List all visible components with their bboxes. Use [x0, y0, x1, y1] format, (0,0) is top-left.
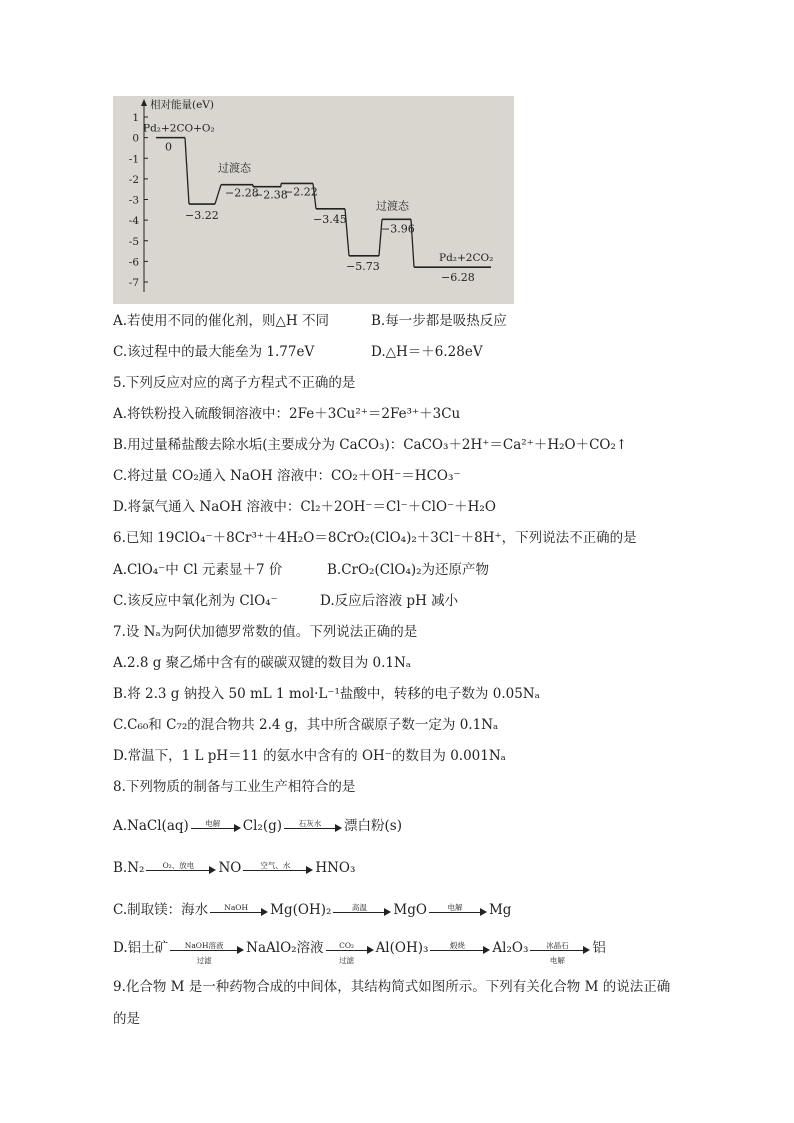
q8c-product-2: MgO	[393, 902, 427, 918]
q4-row1	[113, 312, 507, 330]
q5-option-a: A.将铁粉投入硫酸铜溶液中：2Fe＋3Cu²⁺＝2Fe³⁺＋3Cu	[113, 406, 461, 422]
q8d-arrow-4-sublabel: 电解	[549, 955, 565, 965]
q8c-arrow-1-label: NaOH	[224, 902, 248, 912]
q8a-product-1: Cl₂(g)	[242, 818, 283, 834]
q8-option-b	[113, 859, 355, 878]
q8d-arrow-4-label: 冰晶石	[546, 940, 569, 950]
y-tick-label: -3	[128, 194, 139, 207]
q4-option-d: D.△H＝＋6.28eV	[371, 344, 483, 360]
q5-option-b: B.用过量稀盐酸去除水垢(主要成分为 CaCO₃)：CaCO₃＋2H⁺＝Ca²⁺＋H₂O＋CO₂↑	[113, 437, 628, 453]
q5-stem: 5.下列反应对应的离子方程式不正确的是	[113, 375, 356, 391]
q8c-arrow-3-label: 电解	[447, 902, 463, 912]
energy-value-label: −3.22	[185, 209, 219, 223]
q8d-product-2: Al(OH)₃	[375, 940, 429, 956]
q6-row2	[113, 592, 459, 610]
start-species-label: Pd₂+2CO+O₂	[143, 122, 215, 135]
q5-option-c: C.将过量 CO₂通入 NaOH 溶液中：CO₂＋OH⁻＝HCO₃⁻	[113, 468, 461, 484]
q8-option-c	[113, 901, 511, 920]
q8a-arrow-1	[191, 818, 241, 836]
q8c-arrow-3	[429, 902, 487, 920]
q8c-arrow-1	[210, 902, 268, 920]
y-tick-label: 0	[132, 132, 139, 145]
q8a-arrow-2	[284, 818, 342, 836]
q8b-arrow-2-label: 空气、水	[260, 860, 291, 870]
y-tick-label: -5	[128, 235, 139, 248]
q8c-arrow-2-label: 高温	[351, 902, 367, 912]
q8a-arrow-1-label: 电解	[205, 818, 221, 828]
q8-stem: 8.下列物质的制备与工业生产相符合的是	[113, 779, 356, 795]
q8d-arrow-2	[326, 940, 374, 965]
energy-value-label: −3.96	[381, 222, 415, 236]
y-tick-label: -2	[128, 173, 139, 186]
q8d-product-3: Al₂O₃	[492, 940, 529, 956]
q6-option-c: C.该反应中氧化剂为 ClO₄⁻	[113, 593, 278, 609]
q9-stem-line2: 的是	[113, 1011, 140, 1027]
y-axis-arrow	[141, 99, 147, 106]
q4-row2	[113, 343, 483, 361]
q8c-product-1: Mg(OH)₂	[270, 902, 332, 918]
y-tick-label: 1	[132, 112, 139, 124]
energy-value-label: −2.38	[254, 188, 288, 202]
q8d-reactant: D.铝土矿	[113, 940, 169, 956]
q8d-arrow-3	[430, 940, 490, 958]
q8-option-a	[113, 817, 402, 836]
q7-stem: 7.设 Nₐ为阿伏加德罗常数的值。下列说法正确的是	[113, 624, 418, 640]
q8a-product-2: 漂白粉(s)	[344, 818, 402, 834]
q8a-reactant: A.NaCl(aq)	[113, 818, 189, 834]
y-tick-label: -6	[128, 256, 139, 269]
q8c-reactant: C.制取镁：海水	[113, 902, 209, 918]
end-species-label: Pd₂+2CO₂	[439, 252, 494, 265]
energy-value-label: −2.22	[284, 185, 318, 199]
y-tick-label: -7	[128, 277, 139, 289]
q4-option-c: C.该过程中的最大能垒为 1.77eV	[113, 344, 315, 360]
energy-value-label: −5.73	[346, 259, 380, 273]
q8b-arrow-1-label: O₂、放电	[162, 860, 195, 870]
q8d-arrow-1-label: NaOH溶液	[184, 940, 224, 950]
energy-chart	[113, 96, 514, 304]
q8a-arrow-2-label: 石灰水	[298, 818, 322, 828]
y-axis-label: 相对能量(eV)	[150, 99, 214, 111]
q8b-product-1: NO	[218, 860, 242, 876]
energy-connector	[215, 185, 221, 204]
y-tick-label: -4	[128, 215, 139, 228]
q8-option-d	[113, 939, 606, 965]
energy-connector	[185, 138, 189, 204]
q8d-arrow-3-label: 煅烧	[449, 940, 465, 950]
q8d-arrow-1-sublabel: 过滤	[196, 955, 212, 965]
q8b-arrow-1	[146, 860, 216, 878]
q8c-arrow-2	[333, 902, 391, 920]
q9-stem-line1: 9.化合物 M 是一种药物合成的中间体，其结构简式如图所示。下列有关化合物 M 的说法正确	[113, 979, 671, 995]
q5-option-d: D.将氯气通入 NaOH 溶液中：Cl₂＋2OH⁻＝Cl⁻＋ClO⁻＋H₂O	[113, 499, 496, 515]
q8b-arrow-2	[243, 860, 313, 878]
q7-option-a: A.2.8 g 聚乙烯中含有的碳碳双键的数目为 0.1Nₐ	[113, 655, 412, 671]
q6-row1	[113, 561, 490, 579]
y-tick-label: -1	[128, 153, 139, 166]
q8d-product-4: 铝	[592, 940, 606, 956]
q7-option-b: B.将 2.3 g 钠投入 50 mL 1 mol·L⁻¹盐酸中，转移的电子数为 0.05Nₐ	[113, 686, 540, 702]
q8d-arrow-2-label: CO₂	[339, 940, 355, 950]
transition-state-label: 过渡态	[376, 199, 409, 213]
q8b-product-2: HNO₃	[315, 860, 356, 876]
q7-option-c: C.C₆₀和 C₇₂的混合物共 2.4 g，其中所含碳原子数一定为 0.1Nₐ	[113, 717, 499, 733]
q6-stem: 6.已知 19ClO₄⁻＋8Cr³⁺＋4H₂O＝8CrO₂(ClO₄)₂＋3Cl⁻＋8H⁺，下列说法不正确的是	[113, 530, 637, 546]
q7-option-d: D.常温下，1 L pH＝11 的氨水中含有的 OH⁻的数目为 0.001Nₐ	[113, 748, 506, 764]
q6-option-d: D.反应后溶液 pH 减小	[320, 593, 459, 609]
energy-value-label: −6.28	[441, 271, 475, 285]
q8d-product-1: NaAlO₂溶液	[246, 940, 324, 956]
q6-option-a: A.ClO₄⁻中 Cl 元素显＋7 价	[113, 562, 283, 578]
q6-option-b: B.CrO₂(ClO₄)₂为还原产物	[327, 562, 490, 578]
transition-state-label: 过渡态	[218, 161, 251, 175]
energy-value-label: −3.45	[313, 212, 347, 226]
q8d-arrow-2-sublabel: 过滤	[339, 955, 355, 965]
q8c-product-3: Mg	[488, 902, 512, 918]
q8d-arrow-1	[170, 940, 244, 965]
energy-value-label: 0	[165, 140, 172, 154]
energy-diagram	[113, 96, 514, 304]
q8d-arrow-4	[530, 940, 590, 965]
q4-option-a: A.若使用不同的催化剂，则△H 不同	[113, 313, 329, 329]
q4-option-b: B.每一步都是吸热反应	[371, 313, 507, 329]
energy-value-label: −2.28	[225, 186, 259, 200]
q8b-reactant: B.N₂	[113, 860, 145, 876]
